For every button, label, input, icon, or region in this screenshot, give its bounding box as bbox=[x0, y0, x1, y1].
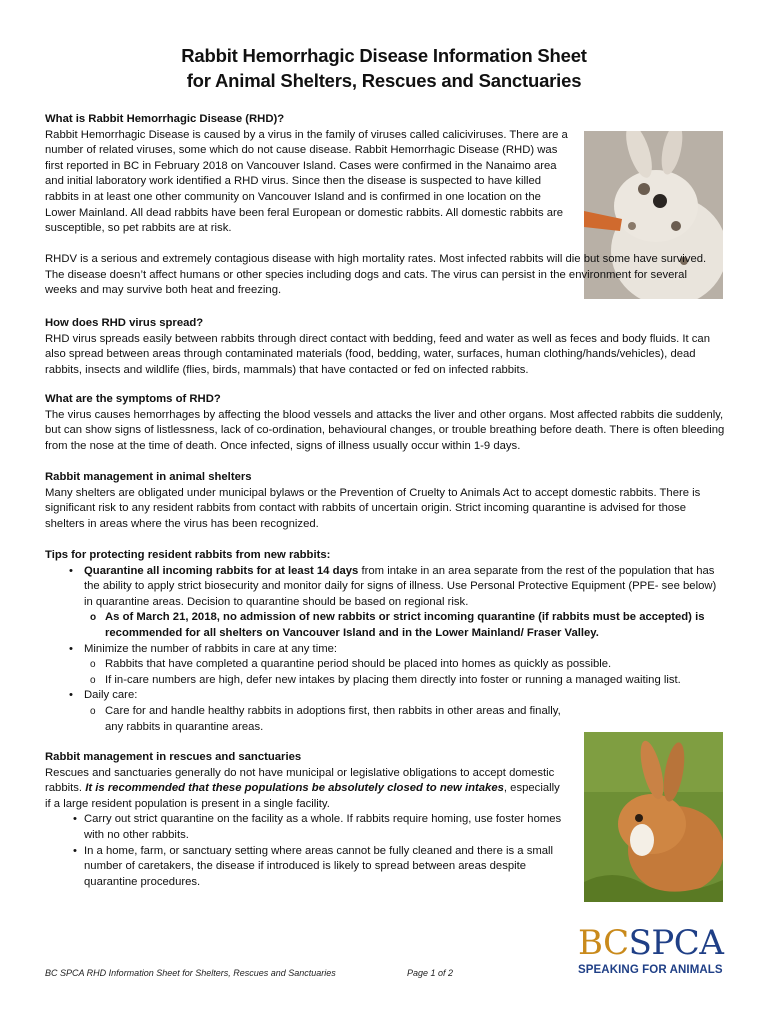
page-title-line-1: Rabbit Hemorrhagic Disease Information Sheet bbox=[181, 45, 587, 66]
tip-quarantine-text: from intake in an area separate from the rest of the population that has the ability to apply strict biosecurity and monitor daily for signs of illness. Use Personal Protective Equipment (PPE- see below) in quarantine areas. Decision to quarantine should be based on regional risk. bbox=[84, 564, 717, 608]
logo-tagline: SPEAKING FOR ANIMALS bbox=[578, 964, 723, 976]
rabbit-in-grass-photo bbox=[584, 732, 723, 902]
footer-page-number: Page 1 of 2 bbox=[407, 968, 454, 978]
section-symptoms bbox=[45, 392, 725, 454]
section-body: Many shelters are obligated under municipal bylaws or the Prevention of Cruelty to Animals Act to accept domestic rabbits. There is significant risk to any resident rabbits from contact with rabbits of uncertain origin. Strict incoming quarantine is advised for those shelters in areas where the virus has been recognized. bbox=[45, 486, 701, 530]
sub-list-item: o If in-care numbers are high, defer new intakes by placing them directly into foster or running a managed waiting list. bbox=[45, 673, 725, 689]
logo-spca-text: SPCA bbox=[628, 923, 724, 963]
sub-list-item: o Rabbits that have completed a quarantine period should be placed into homes as quickly as possible. bbox=[45, 657, 725, 673]
rescues-body-end: , especially if a large resident population is present in a single facility. bbox=[45, 782, 560, 810]
section-body: Rabbit Hemorrhagic Disease is caused by a virus in the family of viruses called caliciviruses. There are a number of related viruses, some which do not cause disease. Rabbit Hemorrhagic Disease (RHD) was first reported in BC in February 2018 on Vancouver Island. Cases were confirmed in the Nanaimo area and initial laboratory work identified a RHD virus. Since then the disease is suspected to have killed rabbits in at least one other community on Vancouver Island and is confirmed in one location on the Lower Mainland. All dead rabbits have been feral European or domestic rabbits. All domestic rabbits are susceptible, so pet rabbits are at risk. bbox=[45, 128, 568, 235]
section-rhdv bbox=[45, 252, 715, 299]
list-item: • Carry out strict quarantine on the facility as a whole. If rabbits require homing, use foster homes with no other rabbits. bbox=[45, 812, 565, 843]
rescues-body-emphasis: It is recommended that these populations be absolutely closed to new intakes bbox=[85, 782, 504, 795]
section-heading: How does RHD virus spread? bbox=[45, 317, 204, 329]
section-heading: Rabbit management in rescues and sanctuaries bbox=[45, 751, 302, 763]
section-heading: Rabbit management in animal shelters bbox=[45, 471, 252, 483]
section-shelters bbox=[45, 470, 725, 532]
page-title-line-2: for Animal Shelters, Rescues and Sanctuaries bbox=[186, 70, 582, 91]
rescues-body-start: Rescues and sanctuaries generally do not have municipal or legislative obligations to accept domestic rabbits. bbox=[45, 766, 555, 795]
list-item: • Daily care: bbox=[45, 688, 725, 704]
section-what-is-rhd bbox=[45, 112, 570, 237]
section-body: The virus causes hemorrhages by affecting the blood vessels and attacks the liver and other organs. Most affected rabbits die suddenly, but can show signs of listlessness, lack of co-ordination, behavioural changes, or trouble breathing before death. There is often bleeding from the nose at the time of death. Once infected, signs of illness usually occur within 1-9 days. bbox=[45, 408, 725, 452]
section-body: RHD virus spreads easily between rabbits through direct contact with bedding, feed and water as well as feces and body fluids. It can also spread between areas through contaminated materials (food, bedding, water, surfaces, human clothing/hands/vehicles), dead rabbits, insects and wildlife (flies, birds, mammals) that have contacted or fed on infected rabbits. bbox=[45, 332, 710, 376]
tips-list bbox=[45, 564, 725, 736]
section-tips bbox=[45, 548, 725, 735]
rescues-list bbox=[45, 812, 565, 890]
logo-bc-text: BC bbox=[578, 923, 629, 963]
section-heading: Tips for protecting resident rabbits from new rabbits: bbox=[45, 549, 331, 561]
sub-list-item: o As of March 21, 2018, no admission of new rabbits or strict incoming quarantine (if rabbits must be accepted) is recommended for all shelters on Vancouver Island and in the Lower Mainland/ Fraser Valley. bbox=[45, 610, 725, 641]
list-item: • Minimize the number of rabbits in care at any time: bbox=[45, 642, 725, 658]
list-item: • In a home, farm, or sanctuary setting where areas cannot be fully cleaned and there is a small number of caretakers, the disease if introduced is likely to spread between areas despite quarantine procedures. bbox=[45, 844, 565, 891]
list-item bbox=[45, 564, 725, 611]
section-heading: What is Rabbit Hemorrhagic Disease (RHD)? bbox=[45, 113, 285, 125]
footer-document-title: BC SPCA RHD Information Sheet for Shelters, Rescues and Sanctuaries bbox=[45, 968, 336, 978]
section-rescues bbox=[45, 750, 565, 890]
bcspca-logo bbox=[578, 924, 728, 976]
tip-quarantine-bold: Quarantine all incoming rabbits for at least 14 days bbox=[84, 564, 359, 577]
section-spread bbox=[45, 316, 725, 378]
section-body: RHDV is a serious and extremely contagious disease with high mortality rates. Most infected rabbits will die but some have survived. The disease doesn’t affect humans or other species including dogs and cats. The virus can persist in the environment for several weeks and may survive both heat and freezing. bbox=[45, 253, 707, 297]
rabbit-photo-illustration bbox=[584, 732, 723, 902]
section-heading: What are the symptoms of RHD? bbox=[45, 393, 221, 405]
section-body bbox=[45, 766, 565, 813]
sub-list-item: o Care for and handle healthy rabbits in adoptions first, then rabbits in other areas and finally, any rabbits in quarantine areas. bbox=[45, 704, 575, 735]
